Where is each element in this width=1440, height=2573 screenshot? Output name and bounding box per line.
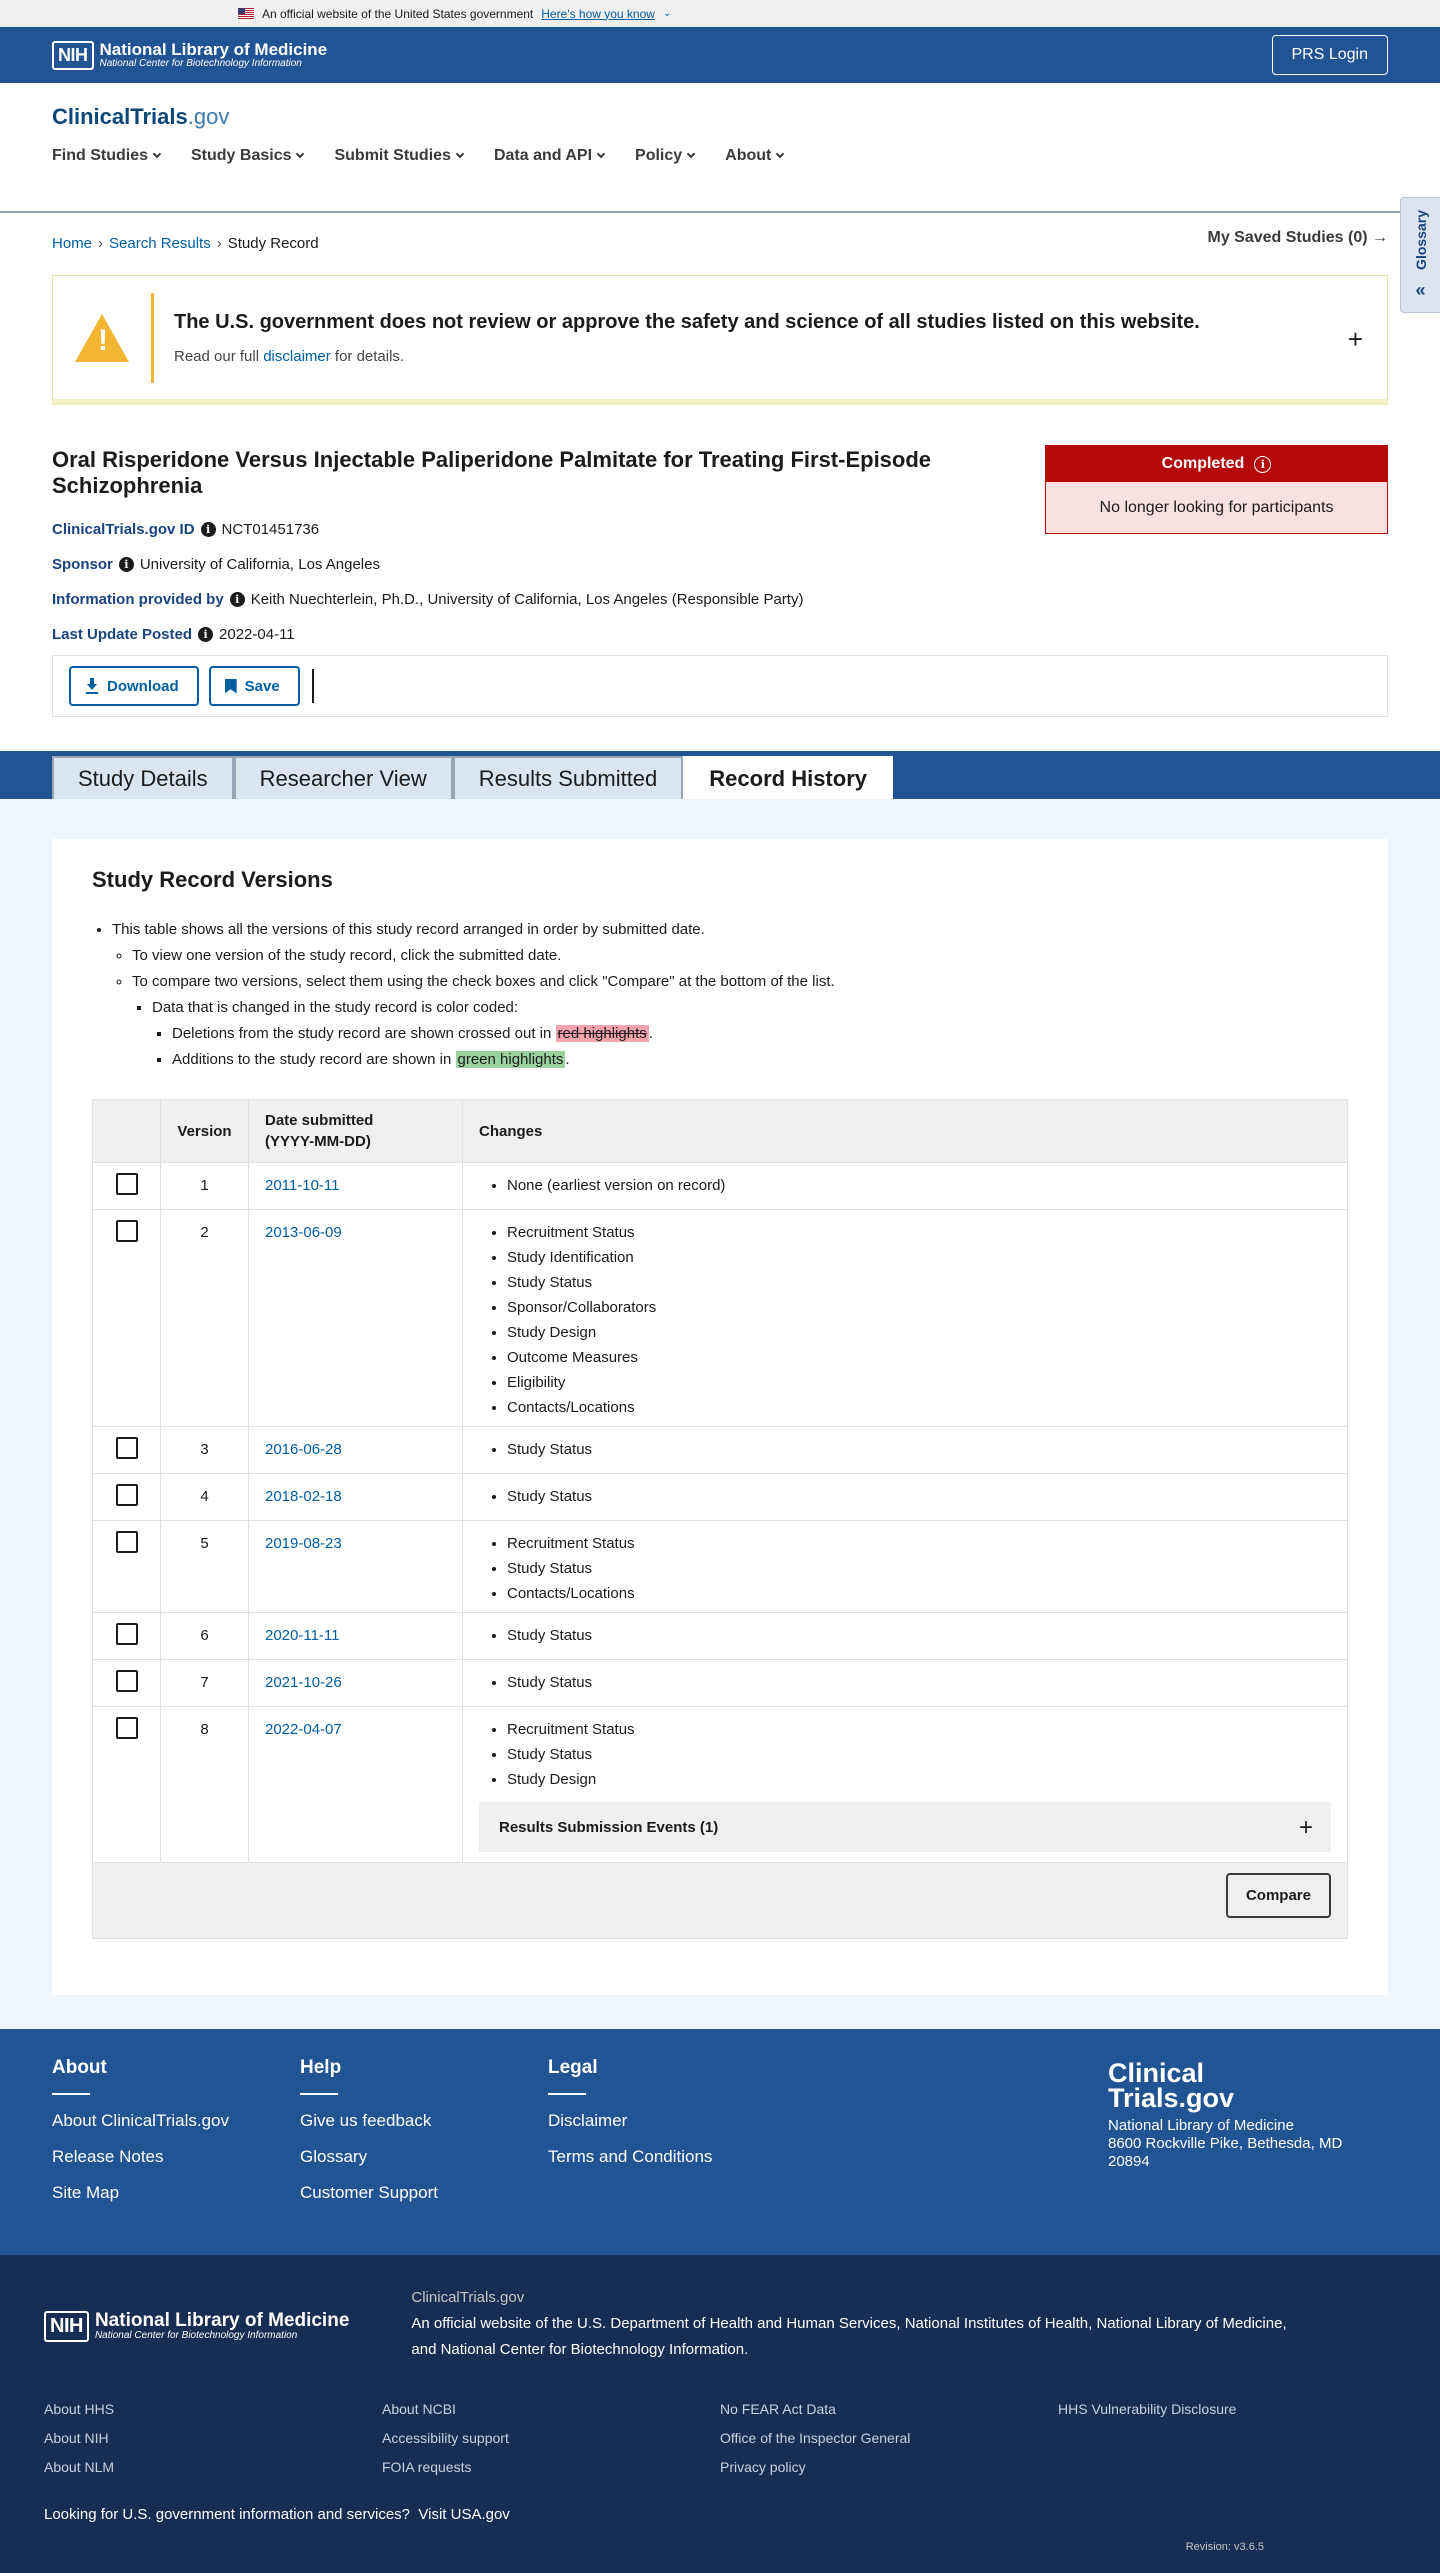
version-checkbox[interactable] bbox=[116, 1717, 138, 1739]
disclaimer-alert bbox=[52, 275, 1388, 405]
period: . bbox=[565, 1051, 570, 1068]
footer-about bbox=[52, 2057, 300, 2255]
menu-find-studies[interactable] bbox=[52, 147, 160, 165]
ncbi-link[interactable]: National Center for Biotechnology Information bbox=[440, 2341, 745, 2358]
comma: , bbox=[896, 2315, 905, 2332]
footer-heading: Legal bbox=[548, 2057, 598, 2078]
footer-link[interactable]: About ClinicalTrials.gov bbox=[52, 2111, 229, 2130]
status-card bbox=[1045, 445, 1388, 534]
version-number: 3 bbox=[161, 1427, 249, 1474]
versions-heading: Study Record Versions bbox=[92, 867, 333, 892]
menu-label: Study Basics bbox=[191, 147, 292, 164]
footer-logo-line2: Trials.gov bbox=[1108, 2083, 1235, 2113]
sponsor-value: University of California, Los Angeles bbox=[139, 556, 380, 573]
menu-label: Find Studies bbox=[52, 147, 148, 164]
chevron-down-icon bbox=[456, 150, 464, 158]
change-item: • Study Design bbox=[507, 1767, 1331, 1792]
change-item: • Study Status bbox=[507, 1623, 1331, 1648]
id-label: ClinicalTrials.gov ID bbox=[52, 521, 195, 538]
clinicaltrials-logo[interactable] bbox=[52, 83, 1388, 130]
official-website-text bbox=[411, 2285, 1351, 2363]
version-date-link[interactable]: 2013-06-09 bbox=[265, 1224, 342, 1241]
changes-cell bbox=[463, 1427, 1348, 1474]
changes-list bbox=[507, 1717, 1331, 1792]
chevron-down-icon bbox=[153, 150, 161, 158]
footer-org: National Library of Medicine bbox=[1108, 2117, 1294, 2134]
menu-label: About bbox=[725, 147, 772, 164]
version-date-link[interactable]: 2019-08-23 bbox=[265, 1535, 342, 1552]
chevron-down-icon[interactable]: ⌄ bbox=[662, 8, 672, 19]
download-icon bbox=[85, 678, 99, 694]
study-header bbox=[0, 405, 1440, 655]
statement-text: An official website of the bbox=[411, 2315, 578, 2332]
subfooter-link[interactable]: HHS Vulnerability Disclosure bbox=[1058, 2401, 1237, 2417]
us-flag-icon bbox=[238, 8, 254, 19]
record-tabs bbox=[0, 751, 1440, 799]
checkbox-cell bbox=[93, 1474, 161, 1521]
nlm-title: National Library of Medicine bbox=[99, 39, 328, 59]
version-number: 6 bbox=[161, 1613, 249, 1660]
footer-rule bbox=[548, 2093, 586, 2095]
results-events-label: Results Submission Events (1) bbox=[499, 1818, 719, 1836]
nih-logo-box: NIH bbox=[44, 2311, 89, 2342]
date-cell bbox=[249, 1707, 463, 1863]
instruction-item: ◦ To view one version of the study record, click the submitted date. bbox=[132, 943, 1348, 969]
version-number: 4 bbox=[161, 1474, 249, 1521]
version-date-link[interactable]: 2021-10-26 bbox=[265, 1674, 342, 1691]
info-provided-value: Keith Nuechterlein, Ph.D., University of California, Los Angeles (Responsible Party) bbox=[250, 591, 804, 608]
footer-legal bbox=[548, 2057, 796, 2255]
glossary-label: Glossary bbox=[1412, 210, 1429, 270]
instruction-item bbox=[132, 969, 1348, 1073]
checkbox-cell bbox=[93, 1427, 161, 1474]
footer-link[interactable]: Give us feedback bbox=[300, 2111, 432, 2130]
footer-address-line1: 8600 Rockville Pike, Bethesda, MD bbox=[1108, 2135, 1343, 2152]
instruction-text: This table shows all the versions of this study record arranged in order by submitted date. bbox=[112, 921, 705, 938]
date-cell bbox=[249, 1613, 463, 1660]
date-cell bbox=[249, 1163, 463, 1210]
changes-column-header: Changes bbox=[463, 1100, 1348, 1163]
breadcrumb-current: Study Record bbox=[227, 235, 319, 252]
subfooter-link[interactable]: Privacy policy bbox=[720, 2459, 806, 2475]
logo-gov: .gov bbox=[187, 104, 230, 129]
table-header-row bbox=[93, 1100, 1348, 1163]
arrow-right-icon: → bbox=[1372, 229, 1388, 246]
footer-logo-block bbox=[1108, 2058, 1343, 2171]
checkbox-cell bbox=[93, 1707, 161, 1863]
subfooter-link[interactable]: No FEAR Act Data bbox=[720, 2401, 836, 2417]
content-area bbox=[0, 799, 1440, 2029]
subfooter-links bbox=[44, 2401, 1396, 2488]
last-update-label: Last Update Posted bbox=[52, 626, 193, 643]
logo-main: ClinicalTrials bbox=[52, 104, 188, 129]
disclaimer-text-before: Read our full bbox=[174, 347, 264, 365]
checkbox-cell bbox=[93, 1163, 161, 1210]
instruction-item bbox=[172, 1021, 1348, 1047]
footer-link[interactable]: Release Notes bbox=[52, 2147, 164, 2166]
nlm-header bbox=[0, 27, 1440, 83]
disclaimer-text-after: for details. bbox=[330, 347, 405, 365]
footer-link[interactable]: Customer Support bbox=[300, 2183, 438, 2202]
footer-link[interactable]: Disclaimer bbox=[548, 2111, 628, 2130]
nlm-link[interactable]: National Library of Medicine bbox=[1096, 2315, 1283, 2332]
version-checkbox[interactable] bbox=[116, 1484, 138, 1506]
date-column-header: Date submitted (YYYY-MM-DD) bbox=[249, 1100, 463, 1163]
table-row bbox=[93, 1427, 1348, 1474]
menu-label: Policy bbox=[635, 147, 683, 164]
changes-list bbox=[507, 1437, 1331, 1462]
compare-cell bbox=[93, 1863, 1348, 1939]
results-submission-events-accordion[interactable] bbox=[479, 1802, 1331, 1852]
expand-plus-icon[interactable]: + bbox=[1347, 324, 1363, 354]
period: . bbox=[744, 2341, 749, 2358]
instruction-text: Deletions from the study record are shown crossed out in bbox=[172, 1025, 556, 1042]
version-checkbox[interactable] bbox=[116, 1173, 138, 1195]
disclaimer-link[interactable]: disclaimer bbox=[263, 347, 331, 365]
change-item: • None (earliest version on record) bbox=[507, 1173, 1331, 1198]
changes-list bbox=[507, 1670, 1331, 1695]
instruction-item bbox=[172, 1047, 1348, 1073]
date-cell bbox=[249, 1521, 463, 1613]
compare-button[interactable]: Compare bbox=[1226, 1873, 1331, 1918]
breadcrumb-search-results[interactable]: Search Results bbox=[109, 235, 211, 252]
footer-rule bbox=[300, 2093, 338, 2095]
tab-researcher-view[interactable]: Researcher View bbox=[234, 756, 453, 799]
revision-text: Revision: v3.6.5 bbox=[1185, 2541, 1264, 2553]
versions-card bbox=[52, 839, 1388, 1995]
version-number: 5 bbox=[161, 1521, 249, 1613]
version-date-link[interactable]: 2011-10-11 bbox=[265, 1177, 340, 1194]
table-row bbox=[93, 1660, 1348, 1707]
footer-link[interactable]: Site Map bbox=[52, 2183, 120, 2202]
my-saved-studies-link[interactable] bbox=[1208, 229, 1389, 247]
site-footer bbox=[0, 2029, 1440, 2255]
download-label: Download bbox=[107, 677, 179, 695]
study-title: Oral Risperidone Versus Injectable Paliperidone Palmitate for Treating First-Episode Schizophrenia bbox=[52, 447, 932, 498]
version-checkbox[interactable] bbox=[116, 1220, 138, 1242]
table-row bbox=[93, 1474, 1348, 1521]
expand-plus-icon: + bbox=[1298, 1813, 1313, 1841]
red-highlight-sample: red highlights bbox=[557, 1025, 647, 1042]
table-row bbox=[93, 1521, 1348, 1613]
menu-submit-studies[interactable] bbox=[334, 147, 462, 165]
save-label: Save bbox=[244, 677, 280, 695]
nih-link[interactable]: National Institutes of Health bbox=[904, 2315, 1089, 2332]
compare-row bbox=[93, 1863, 1348, 1939]
version-number: 1 bbox=[161, 1163, 249, 1210]
save-button[interactable] bbox=[209, 666, 300, 706]
footer-link[interactable]: Terms and Conditions bbox=[548, 2147, 713, 2166]
change-item: • Contacts/Locations bbox=[507, 1581, 1331, 1606]
menu-policy[interactable] bbox=[635, 147, 694, 165]
subfooter-link[interactable]: About NCBI bbox=[382, 2401, 456, 2417]
chevron-down-icon bbox=[687, 150, 695, 158]
disclaimer-text bbox=[174, 348, 1200, 365]
status-subtext: No longer looking for participants bbox=[1046, 482, 1387, 533]
change-item: • Study Status bbox=[507, 1556, 1331, 1581]
official-statement bbox=[411, 2311, 1351, 2363]
warning-icon: ! bbox=[53, 314, 151, 362]
changes-list bbox=[507, 1220, 1331, 1420]
subfooter-link[interactable]: About NIH bbox=[44, 2430, 109, 2446]
main-menu bbox=[52, 147, 1388, 165]
version-date-link[interactable]: 2016-06-28 bbox=[265, 1441, 342, 1458]
info-icon[interactable]: i bbox=[230, 592, 245, 607]
instruction-text: Data that is changed in the study record is color coded: bbox=[152, 999, 519, 1016]
menu-study-basics[interactable] bbox=[191, 147, 303, 165]
change-item: • Study Identification bbox=[507, 1245, 1331, 1270]
change-item: • Study Status bbox=[507, 1670, 1331, 1695]
change-item: • Recruitment Status bbox=[507, 1220, 1331, 1245]
info-icon[interactable]: i bbox=[201, 522, 216, 537]
action-bar bbox=[52, 655, 1388, 717]
version-checkbox[interactable] bbox=[116, 1623, 138, 1645]
nih-logo-box: NIH bbox=[52, 41, 94, 70]
table-row bbox=[93, 1210, 1348, 1427]
period: . bbox=[648, 1025, 653, 1042]
version-column-header: Version bbox=[161, 1100, 249, 1163]
breadcrumb-home[interactable]: Home bbox=[52, 235, 93, 252]
version-date-link[interactable]: 2020-11-11 bbox=[265, 1627, 340, 1644]
info-icon[interactable]: i bbox=[1254, 456, 1271, 473]
gov-banner bbox=[0, 0, 1440, 27]
changes-list bbox=[507, 1531, 1331, 1606]
table-row bbox=[93, 1163, 1348, 1210]
subfooter-link[interactable]: About NLM bbox=[44, 2459, 115, 2475]
usa-gov-line bbox=[44, 2506, 1396, 2523]
nlm-title: National Library of Medicine bbox=[94, 2309, 350, 2331]
footer-rule bbox=[52, 2093, 90, 2095]
version-number: 7 bbox=[161, 1660, 249, 1707]
checkbox-cell bbox=[93, 1521, 161, 1613]
version-number: 8 bbox=[161, 1707, 249, 1863]
comma: , bbox=[1088, 2315, 1097, 2332]
version-number: 2 bbox=[161, 1210, 249, 1427]
changes-list bbox=[507, 1484, 1331, 1509]
tab-study-details[interactable]: Study Details bbox=[52, 756, 234, 799]
usa-text: Looking for U.S. government information and services? bbox=[44, 2506, 411, 2523]
subfooter-ctg: ClinicalTrials.gov bbox=[411, 2289, 525, 2306]
change-item: • Study Status bbox=[507, 1270, 1331, 1295]
instruction-text: Additions to the study record are shown in bbox=[172, 1051, 456, 1068]
changes-cell bbox=[463, 1707, 1348, 1863]
date-cell bbox=[249, 1474, 463, 1521]
prs-login-button[interactable]: PRS Login bbox=[1272, 35, 1389, 75]
chevron-down-icon bbox=[597, 150, 605, 158]
table-row bbox=[93, 1707, 1348, 1863]
instruction-text: To compare two versions, select them using the check boxes and click "Compare" at the bottom of the list. bbox=[132, 973, 835, 990]
changes-cell bbox=[463, 1163, 1348, 1210]
footer-help bbox=[300, 2057, 548, 2255]
status-label: Completed bbox=[1161, 455, 1245, 472]
footer-heading: Help bbox=[300, 2057, 342, 2078]
download-button[interactable] bbox=[69, 666, 199, 706]
change-item: • Study Status bbox=[507, 1484, 1331, 1509]
checkbox-cell bbox=[93, 1210, 161, 1427]
and-text: and bbox=[411, 2341, 441, 2358]
usa-gov-link[interactable]: Visit USA.gov bbox=[418, 2506, 510, 2523]
table-row bbox=[93, 1613, 1348, 1660]
checkbox-cell bbox=[93, 1660, 161, 1707]
versions-table bbox=[92, 1099, 1348, 1939]
chevron-down-icon bbox=[296, 150, 304, 158]
study-id: NCT01451736 bbox=[221, 521, 320, 538]
hhs-link[interactable]: U.S. Department of Health and Human Services bbox=[577, 2315, 897, 2332]
instructions-list bbox=[112, 917, 1348, 1073]
menu-label: Submit Studies bbox=[334, 147, 451, 164]
subfooter-link[interactable]: FOIA requests bbox=[382, 2459, 472, 2475]
changes-cell bbox=[463, 1521, 1348, 1613]
chevron-right-icon: › bbox=[98, 235, 104, 252]
change-item: • Sponsor/Collaborators bbox=[507, 1295, 1331, 1320]
change-item: • Study Status bbox=[507, 1437, 1331, 1462]
change-item: • Recruitment Status bbox=[507, 1531, 1331, 1556]
checkbox-column-header bbox=[93, 1100, 161, 1163]
heres-how-you-know-link[interactable]: Here's how you know bbox=[541, 6, 655, 21]
chevron-down-icon bbox=[776, 150, 784, 158]
change-item: • Recruitment Status bbox=[507, 1717, 1331, 1742]
bookmark-icon bbox=[225, 679, 237, 694]
footer-heading: About bbox=[52, 2057, 107, 2078]
changes-cell bbox=[463, 1613, 1348, 1660]
disclaimer-divider bbox=[151, 293, 154, 383]
menu-label: Data and API bbox=[493, 147, 593, 164]
change-item: • Study Status bbox=[507, 1742, 1331, 1767]
instruction-item bbox=[152, 995, 1348, 1073]
subfooter-link[interactable]: Office of the Inspector General bbox=[720, 2430, 911, 2446]
chevron-right-icon: › bbox=[216, 235, 222, 252]
nlm-logo[interactable] bbox=[52, 41, 327, 70]
version-checkbox[interactable] bbox=[116, 1670, 138, 1692]
info-provided-label: Information provided by bbox=[52, 591, 224, 608]
changes-cell bbox=[463, 1210, 1348, 1427]
menu-data-api[interactable] bbox=[494, 147, 604, 165]
sub-footer bbox=[0, 2255, 1440, 2573]
saved-label: My Saved Studies (0) bbox=[1207, 229, 1368, 246]
last-update-value: 2022-04-11 bbox=[219, 626, 295, 643]
green-highlight-sample: green highlights bbox=[457, 1051, 564, 1068]
subfooter-link[interactable]: Accessibility support bbox=[382, 2430, 509, 2446]
change-item: • Outcome Measures bbox=[507, 1345, 1331, 1370]
subfooter-link[interactable]: About HHS bbox=[44, 2401, 115, 2417]
instruction-item bbox=[112, 917, 1348, 1073]
footer-logo-line1: Clinical bbox=[1108, 2058, 1205, 2088]
nlm-subtitle: National Center for Biotechnology Information bbox=[94, 2329, 298, 2341]
change-item: • Study Design bbox=[507, 1320, 1331, 1345]
date-cell bbox=[249, 1660, 463, 1707]
changes-cell bbox=[463, 1660, 1348, 1707]
version-checkbox[interactable] bbox=[116, 1531, 138, 1553]
date-cell bbox=[249, 1427, 463, 1474]
subfooter-nlm-logo[interactable] bbox=[44, 2289, 349, 2363]
double-chevron-left-icon: « bbox=[1415, 279, 1426, 300]
footer-address-line2: 20894 bbox=[1108, 2153, 1150, 2170]
sponsor-label: Sponsor bbox=[52, 556, 113, 573]
tab-results-submitted[interactable]: Results Submitted bbox=[453, 756, 684, 799]
changes-list bbox=[507, 1173, 1331, 1198]
gov-banner-text: An official website of the United States government bbox=[262, 6, 534, 21]
comma: , bbox=[1282, 2315, 1287, 2332]
change-item: • Contacts/Locations bbox=[507, 1395, 1331, 1420]
changes-cell bbox=[463, 1474, 1348, 1521]
menu-about[interactable] bbox=[725, 147, 783, 165]
date-cell bbox=[249, 1210, 463, 1427]
version-date-link[interactable]: 2022-04-07 bbox=[265, 1721, 342, 1738]
checkbox-cell bbox=[93, 1613, 161, 1660]
footer-link[interactable]: Glossary bbox=[300, 2147, 368, 2166]
info-icon[interactable]: i bbox=[198, 627, 213, 642]
version-date-link[interactable]: 2018-02-18 bbox=[265, 1488, 342, 1505]
disclaimer-title: The U.S. government does not review or approve the safety and science of all studies listed on this website. bbox=[174, 310, 1200, 333]
study-meta bbox=[52, 521, 1388, 643]
changes-list bbox=[507, 1623, 1331, 1648]
nlm-subtitle: National Center for Biotechnology Information bbox=[99, 57, 302, 69]
glossary-tab[interactable] bbox=[1400, 197, 1440, 313]
action-divider bbox=[312, 669, 314, 703]
info-icon[interactable]: i bbox=[119, 557, 134, 572]
tab-record-history[interactable]: Record History bbox=[683, 756, 893, 799]
change-item: • Eligibility bbox=[507, 1370, 1331, 1395]
version-checkbox[interactable] bbox=[116, 1437, 138, 1459]
